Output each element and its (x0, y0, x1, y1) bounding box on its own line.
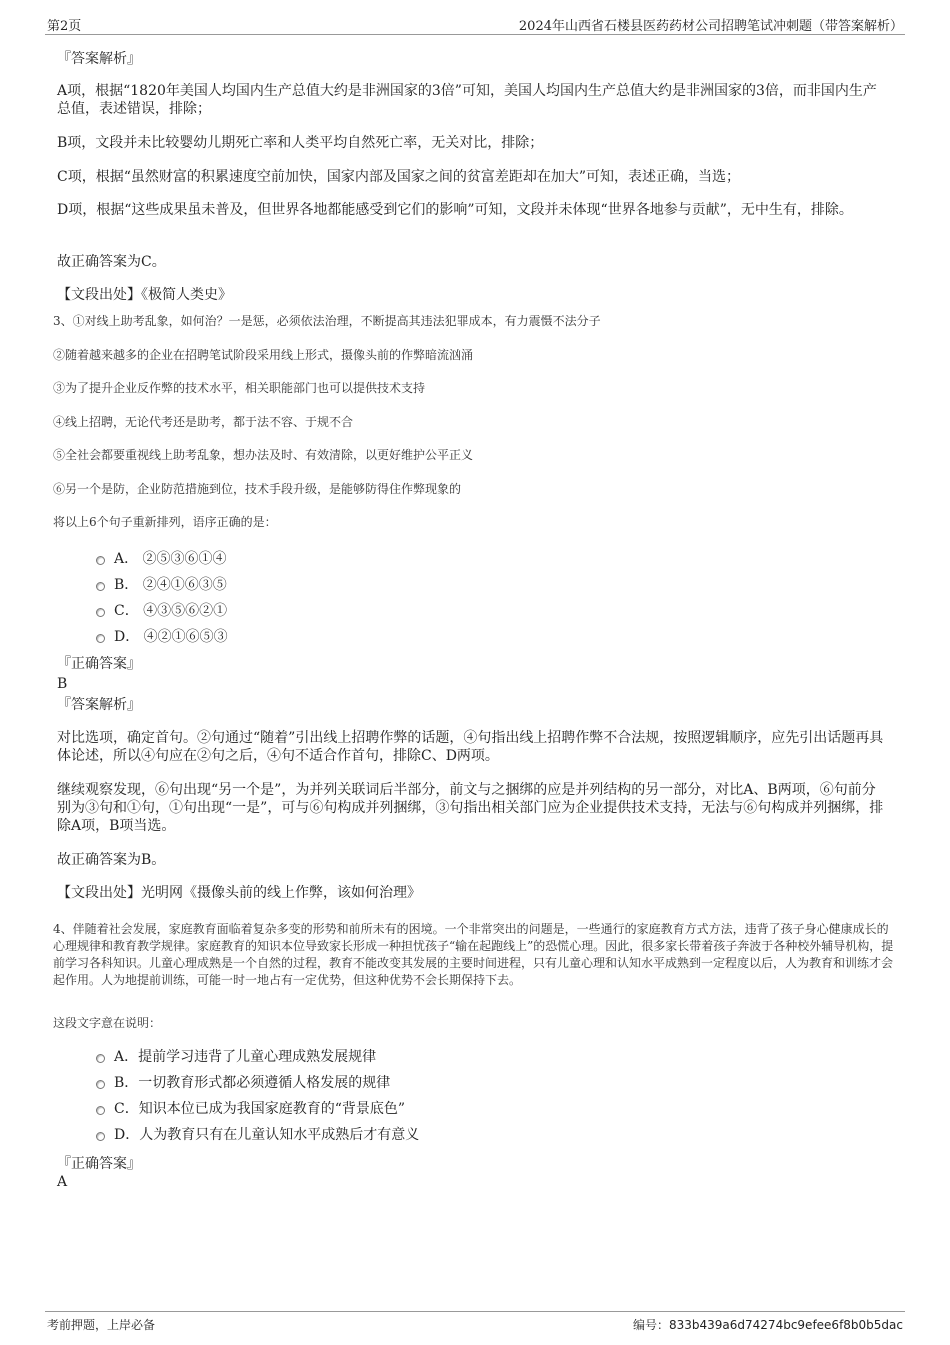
q4-answer: A (57, 1174, 68, 1190)
q3-option-a[interactable]: A． ②⑤③⑥①④ (96, 549, 227, 569)
q4-option-c[interactable]: C．知识本位已成为我国家庭教育的“背景底色” (96, 1099, 405, 1119)
q4-prompt: 这段文字意在说明： (53, 1016, 162, 1030)
q3-conclusion: 故正确答案为B。 (57, 852, 166, 868)
q3-option-d[interactable]: D． ④②①⑥⑤③ (96, 627, 228, 647)
radio-icon[interactable] (96, 1106, 105, 1115)
analysis-label: 『答案解析』 (57, 51, 141, 67)
document-code: 编号：833b439a6d74274bc9efee6f8b0b5dac (632, 1318, 903, 1332)
q3-sentence-6: ⑥另一个是防，企业防范措施到位，技术手段升级，是能够防得住作弊现象的 (53, 482, 462, 496)
page-header (45, 14, 905, 35)
footer-slogan: 考前押题，上岸必备 (47, 1318, 156, 1332)
radio-icon[interactable] (96, 608, 105, 617)
q3-sentence-4: ④线上招聘，无论代考还是助考，都于法不容、于规不合 (53, 415, 354, 429)
page-number: 第2页 (47, 19, 82, 34)
q3-source: 【文段出处】光明网《摄像头前的线上作弊，该如何治理》 (57, 885, 421, 901)
passage-source: 【文段出处】《极简人类史》 (57, 287, 232, 303)
q3-analysis-label: 『答案解析』 (57, 697, 141, 713)
radio-icon[interactable] (96, 582, 105, 591)
radio-icon[interactable] (96, 1080, 105, 1089)
q3-option-b[interactable]: B． ②④①⑥③⑤ (96, 575, 227, 595)
radio-icon[interactable] (96, 1054, 105, 1063)
q3-answer: B (57, 676, 68, 692)
radio-icon[interactable] (96, 1132, 105, 1141)
radio-icon[interactable] (96, 634, 105, 643)
q3-sentence-3: ③为了提升企业反作弊的技术水平，相关职能部门也可以提供技术支持 (53, 381, 426, 395)
q4-option-b[interactable]: B．一切教育形式都必须遵循人格发展的规律 (96, 1073, 390, 1093)
q4-answer-label: 『正确答案』 (57, 1156, 141, 1172)
page-footer (45, 1311, 905, 1334)
q3-analysis-2: 继续观察发现，⑥句出现“另一个是”，为并列关联词后半部分，前文与之捆绑的应是并列结构的另一部分，对比A、B两项，⑥句前分别为③句和①句，①句出现“一是”，可与⑥句构成并列捆绑，③句指出相关部门应为企业提供技术支持，无法与⑥句构成并列捆绑，排除A项，B项当选。 (57, 782, 884, 834)
q4-option-a[interactable]: A．提前学习违背了儿童心理成熟发展规律 (96, 1047, 376, 1067)
q4-passage: 4、伴随着社会发展，家庭教育面临着复杂多变的形势和前所未有的困境。一个非常突出的问题是，一些通行的家庭教育方式方法，违背了孩子身心健康成长的心理规律和教育教学规律。家庭教育的知识本位导致家长形成一种担忧孩子“输在起跑线上”的恐慌心理。因此，很多家长带着孩子奔波于各种校外辅导机构，提前学习各科知识。儿童心理成熟是一个自然的过程，教育不能改变其发展的主要时间进程，只有儿童心理和认知水平成熟到一定程度以后，人为教育和训练才会起作用。人为地提前训练，可能一时一地占有一定优势，但这种优势不会长期保持下去。 (53, 922, 894, 987)
analysis-conclusion: 故正确答案为C。 (57, 254, 166, 270)
q3-prompt: 将以上6个句子重新排列，语序正确的是： (53, 515, 277, 529)
radio-icon[interactable] (96, 556, 105, 565)
q3-analysis-1: 对比选项，确定首句。②句通过“随着”引出线上招聘作弊的话题，④句指出线上招聘作弊不合法规，按照逻辑顺序，应先引出话题再具体论述，所以④句应在②句之后，④句不适合作首句，排除C、D两项。 (57, 730, 884, 764)
analysis-c: C项，根据“虽然财富的积累速度空前加快，国家内部及国家之间的贫富差距却在加大”可知，表述正确，当选； (57, 169, 741, 185)
document-title: 2024年山西省石楼县医药药材公司招聘笔试冲刺题（带答案解析） (518, 19, 903, 34)
q3-option-c[interactable]: C． ④③⑤⑥②① (96, 601, 227, 621)
q3-answer-label: 『正确答案』 (57, 656, 141, 672)
q3-sentence-5: ⑤全社会都要重视线上助考乱象，想办法及时、有效清除，以更好维护公平正义 (53, 448, 474, 462)
analysis-a: A项，根据“1820年美国人均国内生产总值大约是非洲国家的3倍”可知，美国人均国内生产总值大约是非洲国家的3倍，而非国内生产总值，表述错误，排除； (57, 83, 877, 117)
q3-sentence-2: ②随着越来越多的企业在招聘笔试阶段采用线上形式，摄像头前的作弊暗流汹涌 (53, 348, 474, 362)
analysis-d: D项，根据“这些成果虽未普及，但世界各地都能感受到它们的影响”可知，文段并未体现“世界各地参与贡献”，无中生有，排除。 (57, 202, 853, 218)
q4-option-d[interactable]: D．人为教育只有在儿童认知水平成熟后才有意义 (96, 1125, 419, 1145)
analysis-b: B项，文段并未比较婴幼儿期死亡率和人类平均自然死亡率，无关对比，排除； (57, 135, 544, 151)
q3-sentence-1: 3、①对线上助考乱象，如何治？一是惩，必须依法治理，不断提高其违法犯罪成本，有力震慑不法分子 (53, 314, 601, 328)
